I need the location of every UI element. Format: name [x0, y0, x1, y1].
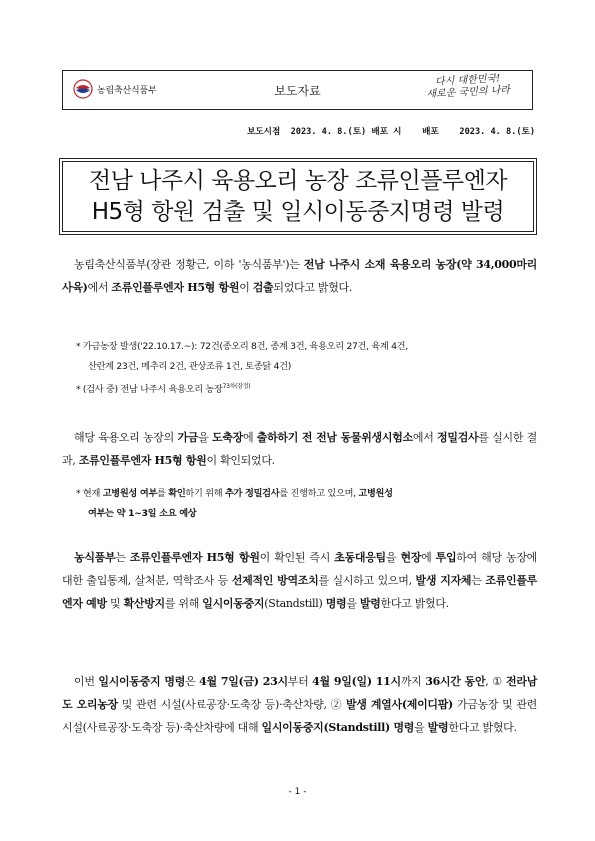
- headline-box: [62, 161, 534, 232]
- note-line: * 현재 고병원성 여부를 확인하기 위해 추가 정밀검사를 진행하고 있으며, 고병원성: [76, 488, 393, 499]
- page-number: - 1 -: [288, 787, 307, 797]
- note-block-2: [76, 484, 538, 524]
- paragraph-2: 해당 육용오리 농장의 가금을 도축장에 출하하기 전 전남 동물위생시험소에서 정밀검사를 실시한 결과, 조류인플루엔자 H5형 항원이 확인되었다.: [62, 431, 538, 467]
- slogan-line1: 다시 대한민국!: [434, 73, 501, 88]
- headline-line1: 전남 나주시 육용오리 농장 조류인플루엔자: [88, 168, 508, 194]
- paragraph-4: 이번 일시이동중지 명령은 4월 7일(금) 23시부터 4월 9일(일) 11시까지 36시간 동안, ① 전라남도 오리농장 및 관련 시설(사료공장·도축장 등)·축산차량, ② 발생 계열사(제이디팜) 가금농장 및 관련 시설(사료공장·도축장 등)·축산차량에 대해 일시이동중지(Standstill) 명령을 발령한다고 밝혔다.: [62, 675, 538, 734]
- note-line: * 가금농장 발생('22.10.17.~): 72건(종오리 8건, 종계 3건, 육용오리 27건, 육계 4건,: [76, 341, 408, 352]
- ministry-name: 농림축산식품부: [97, 85, 157, 96]
- paragraph-1: 농림축산식품부(장관 정황근, 이하 '농식품부')는 전남 나주시 소재 육용오리 농장(약 34,000마리 사육)에서 조류인플루엔자 H5형 항원이 검출되었다고 밝혔다.: [62, 258, 537, 294]
- headline-line2: H5형 항원 검출 및 일시이동중지명령 발령: [91, 199, 505, 225]
- press-header: [62, 70, 533, 110]
- note-block-1: [76, 337, 538, 400]
- slogan-line2: 새로운 국민의 나라: [426, 84, 511, 101]
- paragraph-3: 농식품부는 조류인플루엔자 H5형 항원이 확인된 즉시 초동대응팀을 현장에 투입하여 해당 농장에 대한 출입통제, 살처분, 역학조사 등 선제적인 방역조치를 실시하고 있으며, 발생 지자체는 조류인플루엔자 예방 및 확산방지를 위해 일시이동중지(Standstill) 명령을 발령한다고 밝혔다.: [62, 551, 537, 610]
- note-line: * (검사 중) 전남 나주시 육용오리 농장$^{73차(잠정)}$: [76, 383, 251, 396]
- doc-type-label: 보도자료: [274, 84, 321, 98]
- note-line: 산란계 23건, 메추리 2건, 관상조류 1건, 토종닭 4건): [88, 361, 291, 372]
- release-time: 보도시점 2023. 4. 8.(토) 배포 시 배포 2023. 4. 8.(토): [247, 127, 535, 137]
- note-line: 여부는 약 1~3일 소요 예상: [88, 508, 197, 519]
